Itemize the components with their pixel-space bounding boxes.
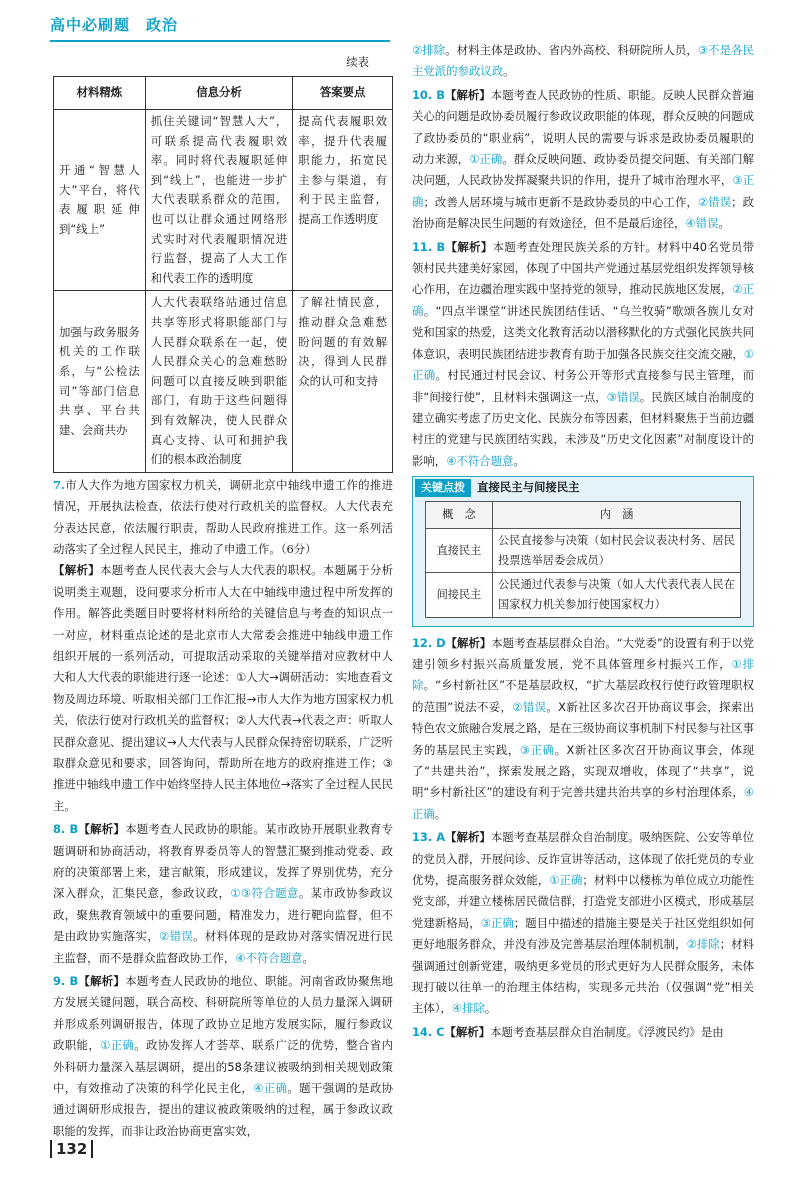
- analysis-text: 。材料主体是政协、省内外高校、科研院所人员，: [445, 43, 698, 57]
- answer-key: ①正确: [469, 152, 503, 167]
- table-header-row: [54, 77, 393, 110]
- analysis-text: 。: [484, 1001, 497, 1016]
- analysis-label: 【解析】: [445, 239, 493, 254]
- table-row: [426, 529, 741, 573]
- analysis-text: ；改善人居环境与城市更新不是政协委员的中心工作，: [423, 194, 698, 209]
- table-cell: 公民通过代表参与决策（如人大代表代表人民在国家权力机关参加行使国家权力）: [493, 573, 741, 617]
- analysis-text: 。政协发挥人才荟萃、联系广泛的优势，整合省内外科研力量深入基层调研，提出的58条建议被吸纳到相关规划政策中，有效推动了决策的科学化民主化，: [53, 1038, 393, 1096]
- page-header: [50, 14, 410, 48]
- table-row: [54, 291, 393, 472]
- table-cell: 提高代表履职效率，提升代表履职能力，拓宽民主参与渠道，有利于民主监督，提高工作透明度: [293, 110, 393, 291]
- question-number: 10. B: [412, 87, 445, 102]
- analysis-text: 。: [513, 453, 525, 468]
- answer-key: ①正确: [100, 1038, 135, 1053]
- answer-key: ④不符合题意: [446, 453, 514, 468]
- question-number: 12. D: [412, 635, 446, 650]
- analysis-text: 。某市政协参政议政，聚焦教育领域中的重要问题，精准发力，进行靶向监督，但不是由政协实施落实，: [53, 886, 393, 944]
- table-cell: 人大代表联络站通过信息共享等形式将职能部门与人民群众联系在一起，使人民群众关心的急难愁盼问题可以直接反映到职能部门，有助于这些问题得到有效解决，使人民群众真心支持、认可和拥护我们的根本政治制度: [145, 291, 293, 472]
- analysis-text: 。村民通过村民会议、村务公开等形式直接参与民主管理，而非“间接行使”，且材料未强调这一点，: [412, 368, 754, 404]
- answer-key: ④不符合题意: [235, 950, 303, 965]
- analysis-text: 。“乡村新社区”不是基层政权，“扩大基层政权行使行政管理职权的范围”说法不妥，: [412, 678, 754, 714]
- answer-key: ④错误: [685, 216, 719, 231]
- table-cell: 抓住关键词“智慧人大”，可联系提高代表履职效率。同时将代表履职延伸到“线上”，也能进一步扩大代表联系群众的范围，也可以让群众通过网络形式实时对代表履职情况进行监督，提高了人大工作和代表工作的透明度: [145, 110, 293, 291]
- key-tip-table: [425, 501, 741, 617]
- answer-key: ②错误: [159, 929, 194, 944]
- analysis-text: 。群众反映问题、政协委员提交问题、有关部门解决问题，人民政协发挥凝聚共识的作用，提升了城市治理水平，: [412, 152, 754, 188]
- left-column: [53, 52, 393, 1142]
- answer-key: ②排除: [412, 43, 446, 57]
- answer-key: ②正确: [412, 282, 754, 318]
- answer-key: ①排除: [412, 656, 754, 693]
- question-number: 8. B: [53, 822, 79, 837]
- key-tip-box: [412, 476, 754, 626]
- analysis-text: 。X新社区多次召开协商议事会，体现了“共建共治”，探索发展之路，实现双增收，体现了“共享”，说明“乡村新社区”的建设有利于完善共建共治共享的乡村治理体系，: [412, 742, 754, 800]
- question-stem: 市人大作为地方国家权力机关，调研北京中轴线申遗工作的推进情况，开展执法检查，依法行使对行政机关的监督权。人大代表充分表达民意，依法履行职责，帮助人民政府推进工作。这一系列活动落实了全过程人民民主，推动了申遗工作。（6分）: [53, 477, 393, 556]
- answer-key: ②错误: [512, 699, 547, 714]
- table-header: 概 念: [426, 502, 493, 529]
- question-number: 11. B: [412, 239, 446, 254]
- analysis-text: 。材料体现的是政协对落实情况进行民主监督，而不是群众监督政协工作，: [53, 929, 393, 965]
- table-header-row: [426, 502, 741, 529]
- analysis-text: 本题考查处理民族关系的方针。材料中40名党员带领村民共建美好家园，体现了中国共产党通过基层党组织发挥领导核心作用，在边疆治理实践中坚持党的领导，推动民族地区发展，: [412, 239, 755, 297]
- table-row: [426, 573, 741, 617]
- answer-key: ④排除: [451, 1001, 485, 1016]
- table-cell: 开通“智慧人大”平台，将代表履职延伸到“线上”: [54, 110, 146, 291]
- table-row: [54, 110, 393, 291]
- analysis-text: 本题考查人民政协的职能。某市政协开展职业教育专题调研和协商活动，将教育界委员等人的智慧汇聚到推动党委、政府的决策部署上来，建言献策，形成建议，发挥了界别优势，充分深入群众，汇集民意，参政议政，: [53, 822, 393, 901]
- question-11: [412, 237, 754, 472]
- analysis-text: 。: [434, 806, 447, 821]
- analysis-label: 【解析】: [78, 974, 126, 989]
- question-13: [412, 827, 754, 1020]
- analysis-label: 【解析】: [444, 87, 491, 102]
- table-header: 信息分析: [145, 77, 293, 110]
- question-number: 7.: [53, 477, 65, 492]
- header-rule: [50, 40, 390, 42]
- analysis-text: 。“四点半课堂”讲述民族团结佳话、“乌兰牧骑”歌颂各族儿女对党和国家的热爱，这类文化教育活动以潜移默化的方式强化民族共同体意识，表明民族团结进步教育有助于加强各民族交往交流交融，: [412, 303, 754, 361]
- analysis-text: 。民族区域自治制度的建立确实考虑了历史文化、民族分布等因素，但材料聚焦于当前边疆村庄的党建与民族团结实践，未涉及“历史文化因素”对制度设计的影响，: [412, 389, 754, 468]
- analysis-text: ；材料中以楼栋为单位成立功能性党支部，并建立楼栋居民微信群，打造党支部进小区模式，形成基层党建新格局，: [412, 872, 754, 930]
- table-continue-label: 续表: [346, 55, 369, 69]
- table-header: 内 涵: [493, 502, 741, 529]
- analysis-text: 本题考查基层群众自治制度。吸纳医院、公安等单位的党员入群，开展问诊、反诈宣讲等活动，这体现了依托党员的专业优势，提高服务群众效能，: [412, 830, 754, 887]
- key-tip-title: 直接民主与间接民主: [477, 480, 580, 495]
- question-12: [412, 633, 754, 826]
- key-tip-tag: 关键点拨: [415, 479, 471, 497]
- analysis-text: 本题考查人民代表大会与人大代表的职权。本题属于分析说明类主观题，设问要求分析市人大在中轴线申遗过程中所发挥的作用。解答此类题目时要将材料所给的关键信息与考查的知识点一一对应，材料重点论述的是北京市人大常委会推进中轴线申遗工作组织开展的一系列活动，可提取活动采取的关键举措对应教材中人大和人大代表的职能进行逐一论述：①人大→调研活动：实地查看文物及周边环境、听取相关部门工作汇报→市人大作为地方国家权力机关，依法行使对行政机关的监督权；②人大代表→代表之声：听取人民群众意见、提出建议→人大代表与人民群众保持密切联系，广泛听取群众意见和要求，回答询问，帮助所在地方的政府推进工作；③推进中轴线申遗工作中始终坚持人民主体地位→落实了全过程人民民主。: [53, 563, 393, 813]
- question-10: [412, 85, 754, 235]
- analysis-text: 本题考查人民政协的性质、职能。反映人民群众普遍关心的问题是政协委员履行参政议政职能的体现，群众反映的问题成了政协委员的“职业病”，说明人民的需要与诉求是政协委员履职的动力来源，: [412, 87, 754, 167]
- analysis-text: 。: [503, 64, 515, 79]
- table-cell: 加强与政务服务机关的工作联系，与“公检法司”等部门信息共享、平台共建、会商共办: [54, 291, 146, 472]
- answer-key: ③正确: [519, 742, 555, 757]
- table-cell: 了解社情民意，推动群众急难愁盼问题的有效解决，得到人民群众的认可和支持: [293, 291, 393, 472]
- analysis-text: 本题考查基层群众自治。“大党委”的设置有利于以党建引领乡村振兴高质量发展，党不具体管理乡村振兴工作，: [412, 635, 754, 671]
- analysis-text: 。X新社区多次召开协商议事会，探索出特色农文旅融合发展之路，是在三级协商议事机制下村民参与社区事务的基层民主实践，: [412, 699, 755, 757]
- analysis-text: ；材料强调通过创新党建，吸纳更多党员的形式更好为人民群众服务，未体现打破以往单一的治理主体结构，实现多元共治（仅强调“党”相关主体），: [412, 937, 754, 1016]
- question-14: [412, 1022, 754, 1043]
- question-9: [53, 971, 393, 1142]
- analysis-text: 本题考查基层群众自治制度。《浮渡民约》是由: [490, 1024, 724, 1039]
- analysis-text: ；政治协商是解决民生问题的有效途径，但不是最后途径，: [412, 194, 754, 231]
- question-number: 14. C: [412, 1024, 445, 1039]
- answer-key: ①③符合题意: [230, 886, 299, 901]
- table-cell: 直接民主: [426, 529, 493, 573]
- header-title: 高中必刷题 政治: [50, 16, 179, 34]
- answer-key: ③错误: [606, 389, 640, 404]
- analysis-label: 【解析】: [444, 1024, 491, 1039]
- question-8: [53, 819, 393, 969]
- analysis-label: 【解析】: [445, 830, 491, 845]
- analysis-text: 。: [302, 950, 314, 965]
- table-header: 材料精炼: [54, 77, 146, 110]
- table-header: 答案要点: [293, 77, 393, 110]
- question-9-continued: [412, 40, 754, 83]
- analysis-table: [53, 76, 393, 473]
- analysis-label: 【解析】: [445, 635, 492, 650]
- analysis-text: 本题考查人民政协的地位、职能。河南省政协聚焦地方发展关键问题，联合高校、科研院所等单位的人员力量深入调研并形成系列调研报告，体现了政协立足地方发展实际，履行参政议政职能，: [53, 974, 393, 1053]
- answer-key: ③不是各民主党派的参政议政: [412, 43, 754, 79]
- answer-key: ④正确: [253, 1081, 288, 1096]
- answer-key: ①正确: [549, 872, 583, 887]
- answer-key: ③正确: [412, 173, 754, 209]
- question-number: 9. B: [53, 974, 79, 989]
- analysis-text: ；题目中描述的措施主要是关于社区党组织如何更好地服务群众，并没有涉及完善基层治理体制机制，: [412, 915, 754, 952]
- answer-key: ①正确: [412, 346, 754, 383]
- answer-key: ③正确: [480, 915, 514, 930]
- question-number: 13. A: [412, 830, 446, 845]
- right-column: [412, 40, 754, 1043]
- analysis-text: 。题干强调的是政协通过调研形成报告，提出的建议被政策吸纳的过程，属于参政议政职能的发挥，而非让政治协商更富实效，: [53, 1081, 393, 1138]
- analysis-label: 【解析】: [78, 822, 126, 837]
- page-number: 132: [50, 1140, 93, 1158]
- table-cell: 公民直接参与决策（如村民会议表决村务、居民投票选举居委会成员）: [493, 529, 741, 573]
- answer-key: ④正确: [412, 785, 754, 821]
- analysis-text: 。: [718, 216, 730, 231]
- table-cell: 间接民主: [426, 573, 493, 617]
- answer-key: ②错误: [698, 194, 732, 209]
- answer-key: ②排除: [686, 937, 720, 952]
- analysis-label: 【解析】: [53, 563, 100, 578]
- question-7: [53, 475, 393, 818]
